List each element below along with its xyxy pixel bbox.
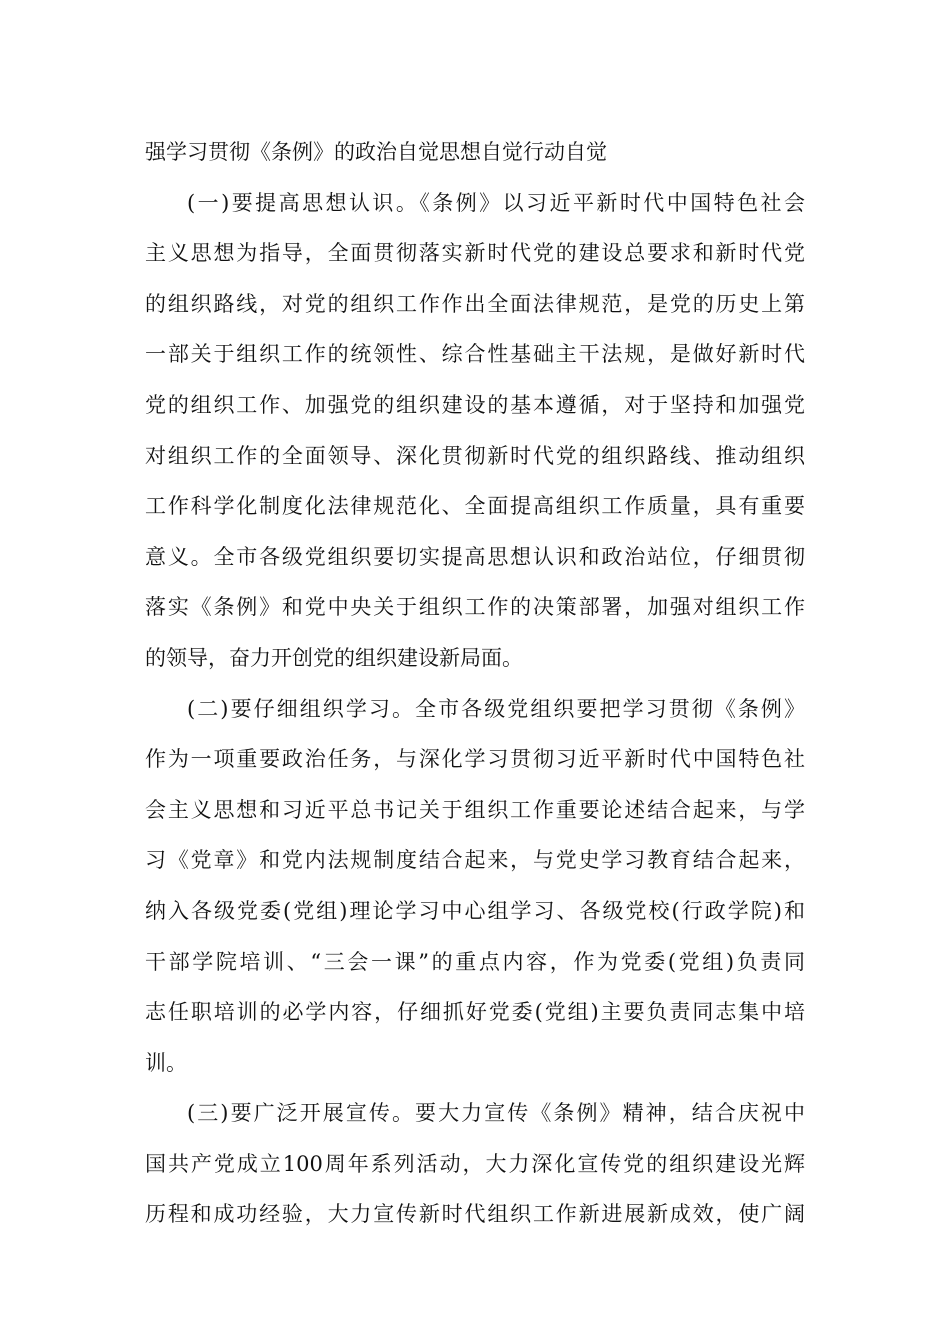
text-line: 国共产党成立100周年系列活动，大力深化宣传党的组织建设光辉 bbox=[145, 1151, 805, 1176]
text-line: 意义。全市各级党组织要切实提高思想认识和政治站位，仔细贯彻 bbox=[145, 544, 805, 569]
text-line: (一)要提高思想认识。《条例》以习近平新时代中国特色社会 bbox=[187, 190, 805, 215]
text-line: 一部关于组织工作的统领性、综合性基础主干法规，是做好新时代 bbox=[145, 342, 805, 367]
text-line: 党的组织工作、加强党的组织建设的基本遵循，对于坚持和加强党 bbox=[145, 392, 805, 417]
text-line: 干部学院培训、“三会一课”的重点内容，作为党委(党组)负责同 bbox=[145, 949, 805, 974]
text-line: 对组织工作的全面领导、深化贯彻新时代党的组织路线、推动组织 bbox=[145, 443, 805, 468]
text-line: 历程和成功经验，大力宣传新时代组织工作新进展新成效，使广阔 bbox=[145, 1202, 805, 1227]
document-body bbox=[145, 127, 805, 1240]
text-line: 志任职培训的必学内容，仔细抓好党委(党组)主要负责同志集中培 bbox=[145, 1000, 805, 1025]
text-line: 强学习贯彻《条例》的政治自觉思想自觉行动自觉 bbox=[145, 140, 607, 164]
text-line: 落实《条例》和党中央关于组织工作的决策部署，加强对组织工作 bbox=[145, 595, 805, 620]
text-line: 工作科学化制度化法律规范化、全面提高组织工作质量，具有重要 bbox=[145, 494, 805, 519]
text-line: 作为一项重要政治任务，与深化学习贯彻习近平新时代中国特色社 bbox=[145, 747, 805, 772]
text-line: 习《党章》和党内法规制度结合起来，与党史学习教育结合起来， bbox=[145, 848, 805, 873]
text-line: (三)要广泛开展宣传。要大力宣传《条例》精神，结合庆祝中 bbox=[187, 1101, 805, 1126]
text-line: 训。 bbox=[145, 1050, 187, 1075]
text-line: 的领导，奋力开创党的组织建设新局面。 bbox=[145, 645, 523, 670]
text-line: 会主义思想和习近平总书记关于组织工作重要论述结合起来，与学 bbox=[145, 797, 805, 822]
text-line: (二)要仔细组织学习。全市各级党组织要把学习贯彻《条例》 bbox=[187, 696, 805, 721]
text-line: 的组织路线，对党的组织工作作出全面法律规范，是党的历史上第 bbox=[145, 291, 805, 316]
text-line: 主义思想为指导，全面贯彻落实新时代党的建设总要求和新时代党 bbox=[145, 241, 805, 266]
text-line: 纳入各级党委(党组)理论学习中心组学习、各级党校(行政学院)和 bbox=[145, 898, 805, 923]
